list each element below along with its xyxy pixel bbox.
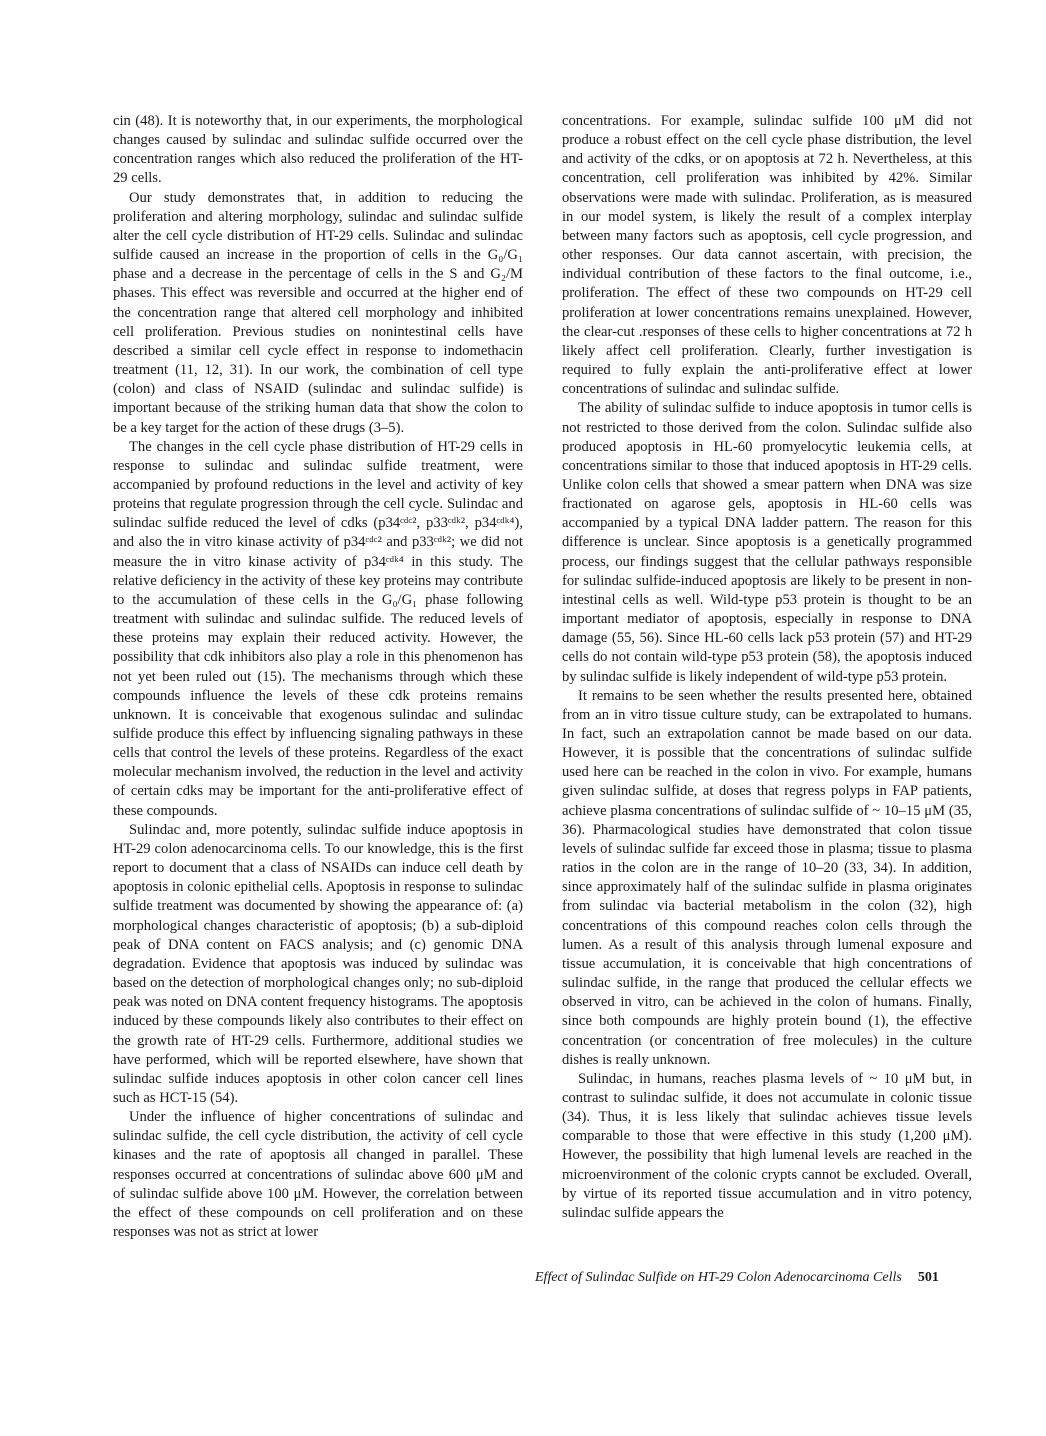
paragraph-hl60-apoptosis: The ability of sulindac sulfide to induce apoptosis in tumor cells is not restricted to those derived from the colon. Sulindac sulfide also produced apoptosis in HL-60 promyelocytic leukemia cells, at concentrations similar to those that induced apoptosis in HT-29 cells. Unlike colon cells that showed a smear pattern when DNA was size fractionated on agarose gels, apoptosis in HL-60 cells was accompanied by a typical DNA ladder pattern. The reason for this difference is unclear. Since apoptosis is a genetically programmed process, our findings suggest that the cellular pathways responsible for sulindac sulfide-induced apoptosis are likely to be present in non-intestinal cells as well. Wild-type p53 protein is thought to be an important mediator of apoptosis, especially in response to DNA damage (55, 56). Since HL-60 cells lack p53 protein (57) and HT-29 cells do not contain wild-type p53 protein (58), the apoptosis induced by sulindac sulfide is likely independent of wild-type p53 protein. xyxy=(562,400,972,685)
paragraph-cdk-proteins: The changes in the cell cycle phase distribution of HT-29 cells in response to sulindac and sulindac sulfide treatment, were accompanied by profound reductions in the level and activity of key proteins that regulate progression through the cell cycle. Sulindac and sulindac sulfide reduced the level of cdks (p34ᶜᵈᶜ², p33ᶜᵈᵏ², p34ᶜᵈᵏ⁴), and also the in vitro kinase activity of p34ᶜᵈᶜ² and p33ᶜᵈᵏ²; we did not measure the in vitro kinase activity of p34ᶜᵈᵏ⁴ in this study. The relative deficiency in the activity of these key proteins may contribute to the accumulation of these cells in the G₀/G₁ phase following treatment with sulindac and sulindac sulfide. The reduced levels of these proteins may explain their reduced activity. However, the possibility that cdk inhibitors also play a role in this phenomenon has not yet been ruled out (15). The mechanisms through which these compounds influence the levels of these cdk proteins remains unknown. It is conceivable that exogenous sulindac and sulindac sulfide produce this effect by influencing signaling pathways in these cells that control the levels of these proteins. Regardless of the exact molecular mechanism involved, the reduction in the level and activity of certain cdks may be important for the anti-proliferative effect of these compounds. xyxy=(113,438,523,819)
left-text-column xyxy=(113,112,523,1242)
paragraph-apoptosis: Sulindac and, more potently, sulindac sulfide induce apoptosis in HT-29 colon adenocarcinoma cells. To our knowledge, this is the first report to document that a class of NSAIDs can induce cell death by apoptosis in colonic epithelial cells. Apoptosis in response to sulindac sulfide treatment was documented by showing the appearance of: (a) morphological changes characteristic of apoptosis; (b) a sub-diploid peak of DNA content on FACS analysis; and (c) genomic DNA degradation. Evidence that apoptosis was induced by sulindac was based on the detection of morphological changes only; no sub-diploid peak was noted on DNA content frequency histograms. The apoptosis induced by these compounds likely also contributes to their effect on the growth rate of HT-29 cells. Furthermore, additional studies we have performed, which will be reported elsewhere, have shown that sulindac sulfide induces apoptosis in other colon cancer cell lines such as HCT-15 (54). xyxy=(113,821,523,1106)
page-number: 501 xyxy=(917,1270,939,1285)
paragraph-cell-cycle-distribution: Our study demonstrates that, in addition to reducing the proliferation and altering morphology, sulindac and sulindac sulfide alter the cell cycle distribution of HT-29 cells. Sulindac and sulindac sulfide caused an increase in the proportion of cells in the G₀/G₁ phase and a decrease in the percentage of cells in the S and G₂/M phases. This effect was reversible and occurred at the higher end of the concentration range that altered cell morphology and inhibited cell proliferation. Previous studies on nonintestinal cells have described a similar cell cycle effect in response to indomethacin treatment (11, 12, 31). In our work, the combination of cell type (colon) and class of NSAID (sulindac and sulindac sulfide) is important because of the striking human data that show the colon to be a key target for the action of these drugs (3–5). xyxy=(113,189,523,436)
page-footer xyxy=(535,1269,975,1287)
running-title: Effect of Sulindac Sulfide on HT-29 Colon Adenocarcinoma Cells xyxy=(535,1270,902,1285)
paragraph-lower-concentrations: concentrations. For example, sulindac sulfide 100 μM did not produce a robust effect on the cell cycle phase distribution, the level and activity of the cdks, or on apoptosis at 72 h. Nevertheless, at this concentration, cell proliferation was inhibited by 42%. Similar observations were made with sulindac. Proliferation, as is measured in our model system, is likely the result of a complex interplay between many factors such as apoptosis, cell cycle progression, and other responses. Our data cannot ascertain, with precision, the individual contribution of these factors to the final outcome, i.e., proliferation. The effect of these two compounds on HT-29 cell proliferation at lower concentrations remains unexplained. However, the clear-cut .responses of these cells to higher concentrations at 72 h likely affect cell proliferation. Clearly, further investigation is required to fully explain the anti-proliferative effect at lower concentrations of sulindac and sulindac sulfide. xyxy=(562,113,972,398)
right-text-column xyxy=(562,112,972,1223)
paragraph-extrapolation-to-humans: It remains to be seen whether the results presented here, obtained from an in vitro tissue culture study, can be extrapolated to humans. In fact, such an extrapolation cannot be made based on our data. However, it is possible that the concentrations of sulindac sulfide used here can be reached in the colon in vivo. For example, humans given sulindac sulfide, at doses that regress polyps in FAP patients, achieve plasma concentrations of sulindac sulfide of ~ 10–15 μM (35, 36). Pharmacological studies have demonstrated that colon tissue levels of sulindac sulfide far exceed those in plasma; tissue to plasma ratios in the colon are in the range of 10–20 (33, 34). In addition, since approximately half of the sulindac sulfide in plasma originates from sulindac via bacterial metabolism in the colon (32), high concentrations of this compound reaches colon cells through the lumen. As a result of this analysis through lumenal exposure and tissue accumulation, it is conceivable that high concentrations of sulindac sulfide, in the range that produced the cellular effects we observed in vitro, can be achieved in the colon of humans. Finally, since both compounds are highly protein bound (1), the effective concentration (or concentration of free molecules) in the culture dishes is really unknown. xyxy=(562,687,972,1068)
paragraph-higher-concentrations: Under the influence of higher concentrations of sulindac and sulindac sulfide, the cell cycle distribution, the activity of cell cycle kinases and the rate of apoptosis all changed in parallel. These responses occurred at concentrations of sulindac above 600 μM and of sulindac sulfide above 100 μM. However, the correlation between the effect of these compounds on cell proliferation and on these responses was not as strict at lower xyxy=(113,1109,523,1241)
paragraph-continuation: cin (48). It is noteworthy that, in our experiments, the morphological changes caused by sulindac and sulindac sulfide occurred over the concentration ranges which also reduced the proliferation of the HT-29 cells. xyxy=(113,113,523,187)
paragraph-sulindac-plasma-levels: Sulindac, in humans, reaches plasma levels of ~ 10 μM but, in contrast to sulindac sulfide, it does not accumulate in colonic tissue (34). Thus, it is less likely that sulindac achieves tissue levels comparable to those that were effective in this study (1,200 μM). However, the possibility that high lumenal levels are reached in the microenvironment of the colonic crypts cannot be excluded. Overall, by virtue of its reported tissue accumulation and in vitro potency, sulindac sulfide appears the xyxy=(562,1070,972,1221)
